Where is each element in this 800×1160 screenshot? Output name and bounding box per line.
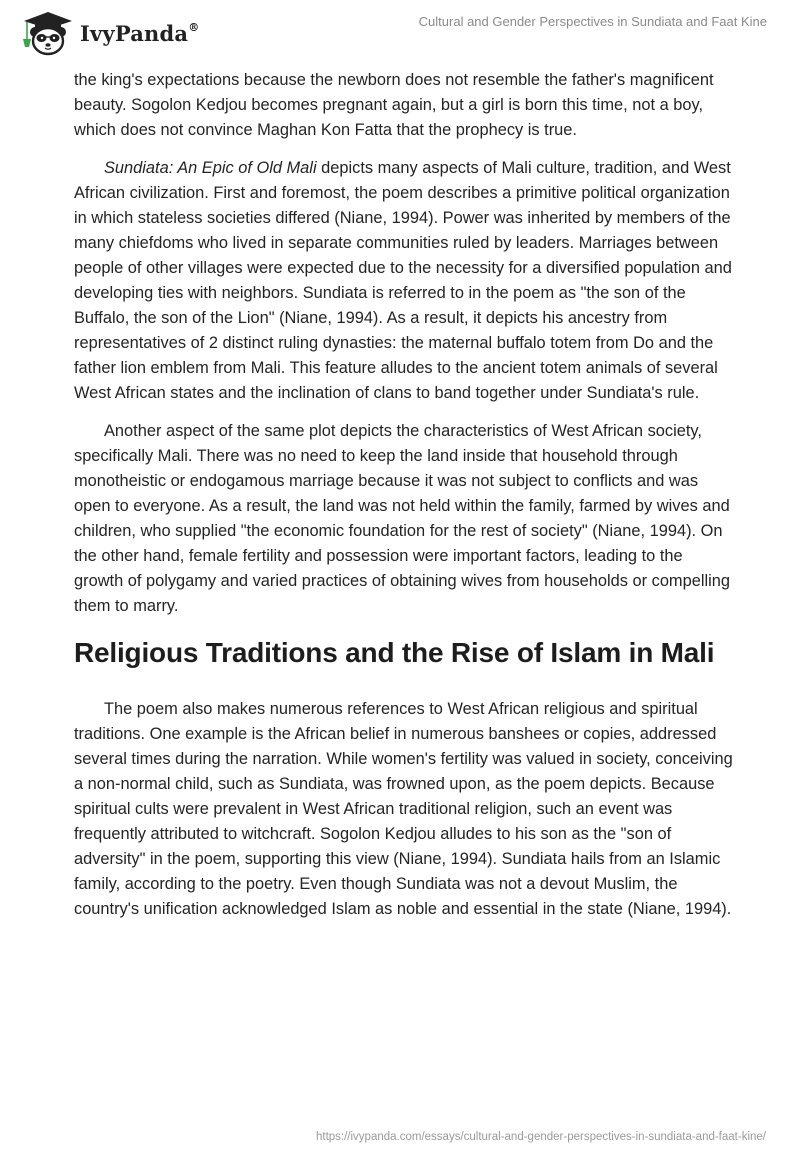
book-title: Sundiata: An Epic of Old Mali	[104, 159, 317, 177]
page-header	[0, 0, 800, 62]
brand-name: IvyPanda®	[80, 20, 200, 46]
brand-logo[interactable]	[18, 9, 199, 57]
paragraph-west-african-society: Another aspect of the same plot depicts the characteristics of West African society, specifically Mali. There was no need to keep the land inside that household through monotheistic or endogamous marriage because it was not subject to conflicts and was open to everyone. As a result, the land was not held within the family, farmed by wives and children, who supplied "the economic foundation for the rest of society" (Niane, 1994). On the other hand, female fertility and possession were important factors, leading to the growth of polygamy and varied practices of obtaining wives from households or compelling them to marry.	[74, 422, 730, 615]
panda-graduate-icon	[18, 9, 76, 57]
document-title: Cultural and Gender Perspectives in Sundiata and Faat Kine	[418, 14, 767, 29]
paragraph-mali-culture: Sundiata: An Epic of Old Mali depicts many aspects of Mali culture, tradition, and West African civilization. First and foremost, the poem describes a primitive political organization in which stateless societies differed (Niane, 1994). Power was inherited by members of the many chiefdoms who lived in separate communities ruled by leaders. Marriages between people of other villages were expected due to the necessity for a diversified population and developing ties with neighbors. Sundiata is referred to in the poem as "the son of the Buffalo, the son of the Lion" (Niane, 1994). As a result, it depicts his ancestry from representatives of 2 distinct ruling dynasties: the maternal buffalo totem from Do and the father lion emblem from Mali. This feature alludes to the ancient totem animals of several West African states and the inclination of clans to band together under Sundiata's rule.	[74, 159, 732, 402]
article-body	[74, 68, 734, 935]
paragraph-continued: the king's expectations because the newborn does not resemble the father's magnificent beauty. Sogolon Kedjou becomes pregnant again, but a girl is born this time, not a boy, which does not convince Maghan Kon Fatta that the prophecy is true.	[74, 71, 714, 139]
paragraph-religious-traditions: The poem also makes numerous references to West African religious and spiritual traditions. One example is the African belief in numerous banshees or copies, addressed several times during the narration. While women's fertility was valued in society, conceiving a non-normal child, such as Sundiata, was frowned upon, as the poem depicts. Because spiritual cults were prevalent in West African traditional religion, such an event was frequently attributed to witchcraft. Sogolon Kedjou alludes to his son as the "son of adversity" in the poem, supporting this view (Niane, 1994). Sundiata hails from an Islamic family, according to the poetry. Even though Sundiata was not a devout Muslim, the country's unification acknowledged Islam as noble and essential in the state (Niane, 1994).	[74, 700, 733, 918]
section-heading: Religious Traditions and the Rise of Islam in Mali	[74, 637, 715, 668]
source-url[interactable]: https://ivypanda.com/essays/cultural-and-gender-perspectives-in-sundiata-and-faat-kine/	[315, 1131, 766, 1143]
